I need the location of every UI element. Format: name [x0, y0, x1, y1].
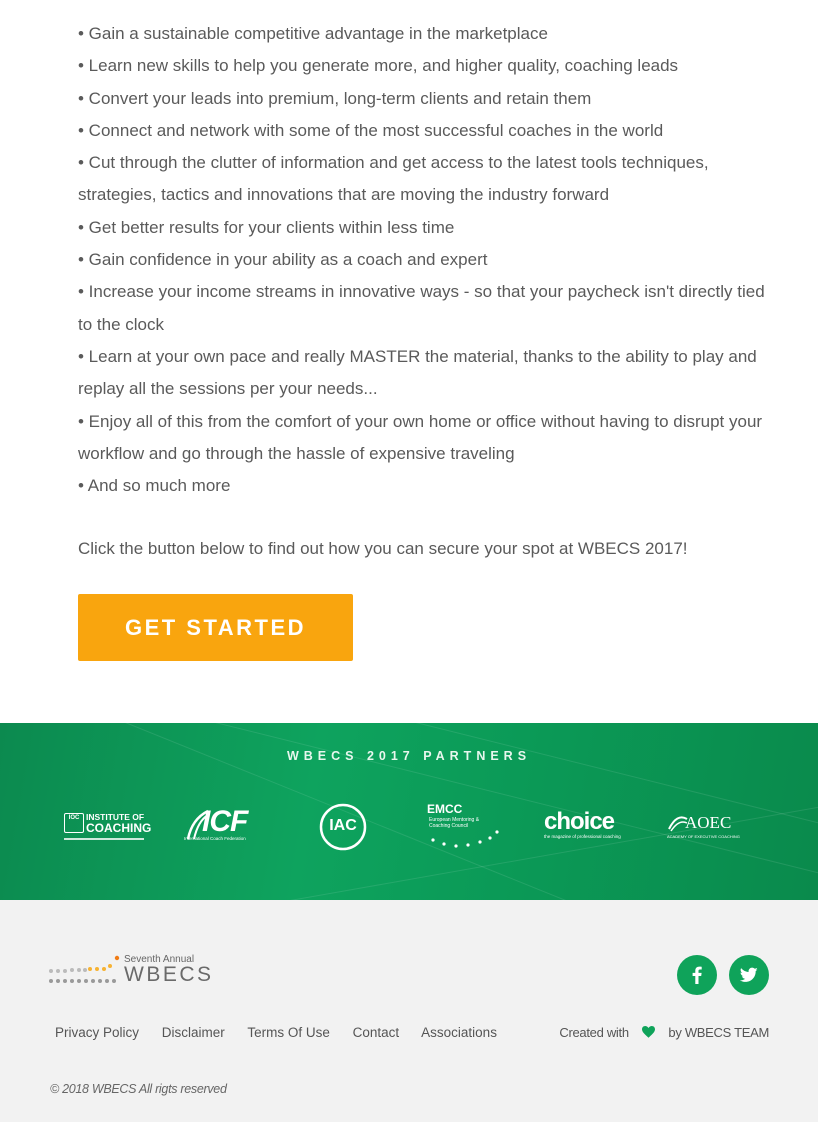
choice-wordmark: choice [544, 808, 615, 835]
choice-logo[interactable] [544, 810, 624, 840]
emcc-sub2: Coaching Council [429, 823, 469, 829]
aoec-logo[interactable] [667, 813, 742, 841]
footer-credit [559, 1025, 769, 1041]
aoec-wordmark: AOEC [685, 813, 732, 832]
aoec-subtitle: ACADEMY OF EXECUTIVE COACHING [667, 834, 740, 839]
associations-link[interactable]: Associations [421, 1025, 497, 1040]
twitter-icon [740, 967, 758, 983]
brand-tagline: Seventh Annual [124, 954, 195, 965]
brand-dots-icon [48, 954, 122, 988]
get-started-button[interactable]: GET STARTED [78, 594, 353, 661]
iac-wordmark: IAC [329, 817, 357, 834]
icf-wordmark: ICF [202, 805, 248, 838]
ioc-badge: IOC [64, 813, 84, 833]
twitter-button[interactable] [729, 955, 769, 995]
cta-intro-text: Click the button below to find out how you can secure your spot at WBECS 2017! [78, 539, 688, 558]
icf-subtitle: International Coach Federation [184, 836, 246, 841]
benefit-item: • Get better results for your clients within less time [78, 217, 455, 237]
institute-of-coaching-logo[interactable] [64, 811, 152, 843]
benefit-item: • Increase your income streams in innovative ways - so that your paycheck isn't directly tied to the clock [78, 282, 765, 334]
benefit-item: • Convert your leads into premium, long-term clients and retain them [78, 88, 592, 108]
wbecs-logo[interactable] [48, 954, 214, 988]
copyright-text: © 2018 WBECS All rigts reserved [50, 1082, 227, 1096]
partners-band [0, 723, 818, 900]
brand-name: WBECS [124, 963, 214, 986]
privacy-policy-link[interactable]: Privacy Policy [55, 1025, 140, 1040]
credit-prefix: Created with [559, 1025, 629, 1040]
footer-nav [55, 1025, 516, 1040]
benefit-item: • And so much more [78, 476, 231, 496]
icf-logo[interactable] [184, 807, 264, 847]
benefit-item: • Enjoy all of this from the comfort of your own home or office without having to disrupt your workflow and go through the hassle of expensive traveling [78, 411, 763, 463]
emcc-dots-icon [427, 830, 502, 850]
benefit-item: • Gain confidence in your ability as a coach and expert [78, 250, 488, 270]
benefit-item: • Connect and network with some of the most successful coaches in the world [78, 120, 664, 140]
facebook-button[interactable] [677, 955, 717, 995]
iac-logo[interactable] [318, 802, 368, 852]
benefit-item: • Learn new skills to help you generate more, and higher quality, coaching leads [78, 56, 679, 76]
terms-of-use-link[interactable]: Terms Of Use [247, 1025, 330, 1040]
ioc-line1: INSTITUTE OF [86, 812, 145, 822]
benefit-item: • Gain a sustainable competitive advantage in the marketplace [78, 24, 548, 43]
benefit-item: • Learn at your own pace and really MASTER the material, thanks to the ability to play and replay all the sessions per your needs... [78, 346, 757, 399]
credit-suffix: by WBECS TEAM [668, 1025, 769, 1040]
emcc-wordmark: EMCC [427, 802, 463, 816]
disclaimer-link[interactable]: Disclaimer [161, 1025, 225, 1040]
contact-link[interactable]: Contact [352, 1025, 400, 1040]
benefit-item: • Cut through the clutter of information and get access to the latest tools techniques, strategies, tactics and innovations that are moving the industry forward [78, 153, 709, 205]
benefits-section [78, 18, 768, 502]
partners-heading: WBECS 2017 PARTNERS [286, 749, 532, 763]
facebook-icon [690, 966, 704, 984]
choice-subtitle: the magazine of professional coaching [544, 834, 621, 839]
ioc-line2: COACHING [86, 821, 152, 835]
heart-icon [642, 1026, 655, 1041]
benefits-list [78, 18, 768, 502]
emcc-sub1: European Mentoring & [429, 817, 480, 823]
emcc-logo[interactable] [427, 802, 502, 850]
